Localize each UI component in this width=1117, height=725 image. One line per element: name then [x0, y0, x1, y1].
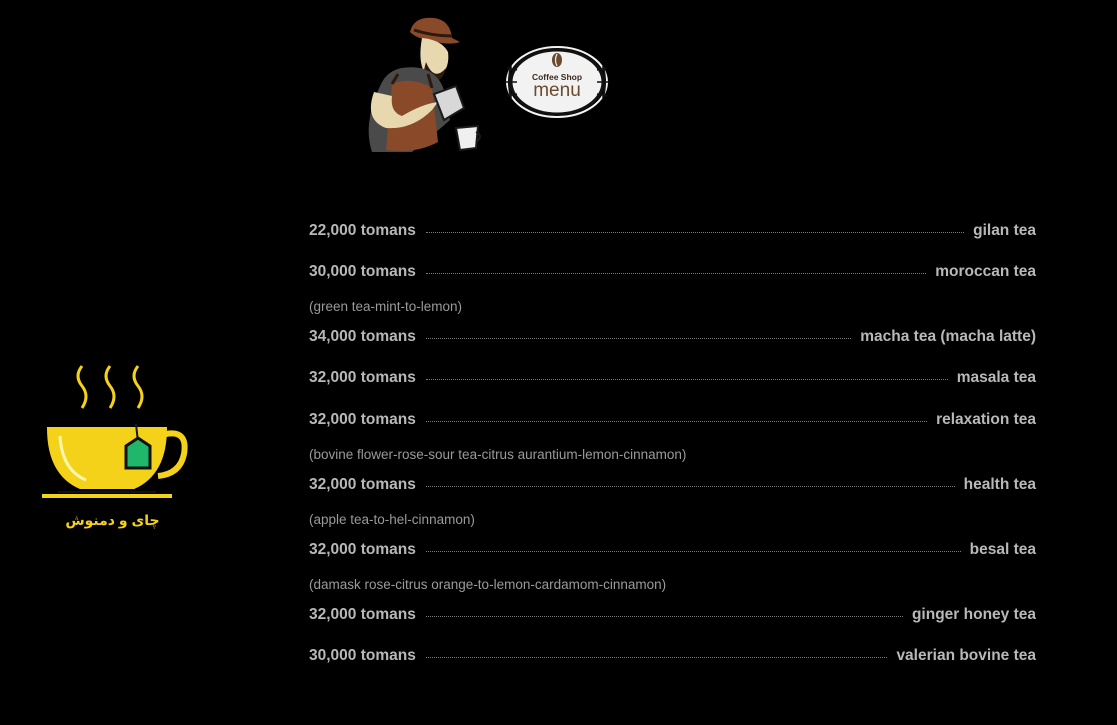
item-name: valerian bovine tea	[896, 647, 1036, 664]
dot-leader	[426, 616, 903, 617]
dot-leader	[426, 486, 955, 487]
menu-item	[309, 367, 1036, 389]
item-name: relaxation tea	[936, 411, 1036, 428]
barista-illustration	[352, 12, 484, 162]
dot-leader	[426, 273, 926, 274]
item-name: macha tea (macha latte)	[860, 328, 1036, 345]
menu-item	[309, 645, 1036, 667]
menu-item	[309, 326, 1036, 348]
dot-leader	[426, 232, 964, 233]
coffee-shop-menu-badge	[503, 46, 611, 118]
item-price: 32,000 tomans	[309, 476, 416, 493]
badge-title: Coffee Shop	[531, 72, 583, 82]
dot-leader	[426, 657, 888, 658]
menu-item	[309, 474, 1036, 496]
item-price: 32,000 tomans	[309, 541, 416, 558]
dot-leader	[426, 551, 961, 552]
item-name: ginger honey tea	[911, 606, 1036, 623]
menu-item	[309, 409, 1036, 431]
item-name: moroccan tea	[935, 263, 1036, 280]
badge-subtitle: menu	[533, 80, 581, 101]
item-name: masala tea	[956, 369, 1036, 386]
item-price: 34,000 tomans	[309, 328, 416, 345]
item-name: besal tea	[969, 541, 1036, 558]
menu-item	[309, 539, 1036, 561]
category-label: چای و دمنوش	[65, 512, 160, 528]
item-description: (apple tea-to-hel-cinnamon)	[309, 512, 475, 527]
tea-cup-icon	[38, 362, 193, 510]
item-description: (bovine flower-rose-sour tea-citrus aurantium-lemon-cinnamon)	[309, 447, 687, 462]
menu-item	[309, 220, 1036, 242]
item-name: gilan tea	[973, 222, 1036, 239]
item-price: 32,000 tomans	[309, 369, 416, 386]
item-description: (green tea-mint-to-lemon)	[309, 299, 463, 314]
menu-item	[309, 604, 1036, 626]
item-price: 32,000 tomans	[309, 411, 416, 428]
item-price: 30,000 tomans	[309, 647, 416, 664]
dot-leader	[426, 421, 927, 422]
item-price: 32,000 tomans	[309, 606, 416, 623]
item-description: (damask rose-citrus orange-to-lemon-cardamom-cinnamon)	[309, 577, 667, 592]
dot-leader	[426, 379, 948, 380]
dot-leader	[426, 338, 851, 339]
menu-item	[309, 261, 1036, 283]
item-price: 30,000 tomans	[309, 263, 416, 280]
item-price: 22,000 tomans	[309, 222, 416, 239]
item-name: health tea	[963, 476, 1036, 493]
